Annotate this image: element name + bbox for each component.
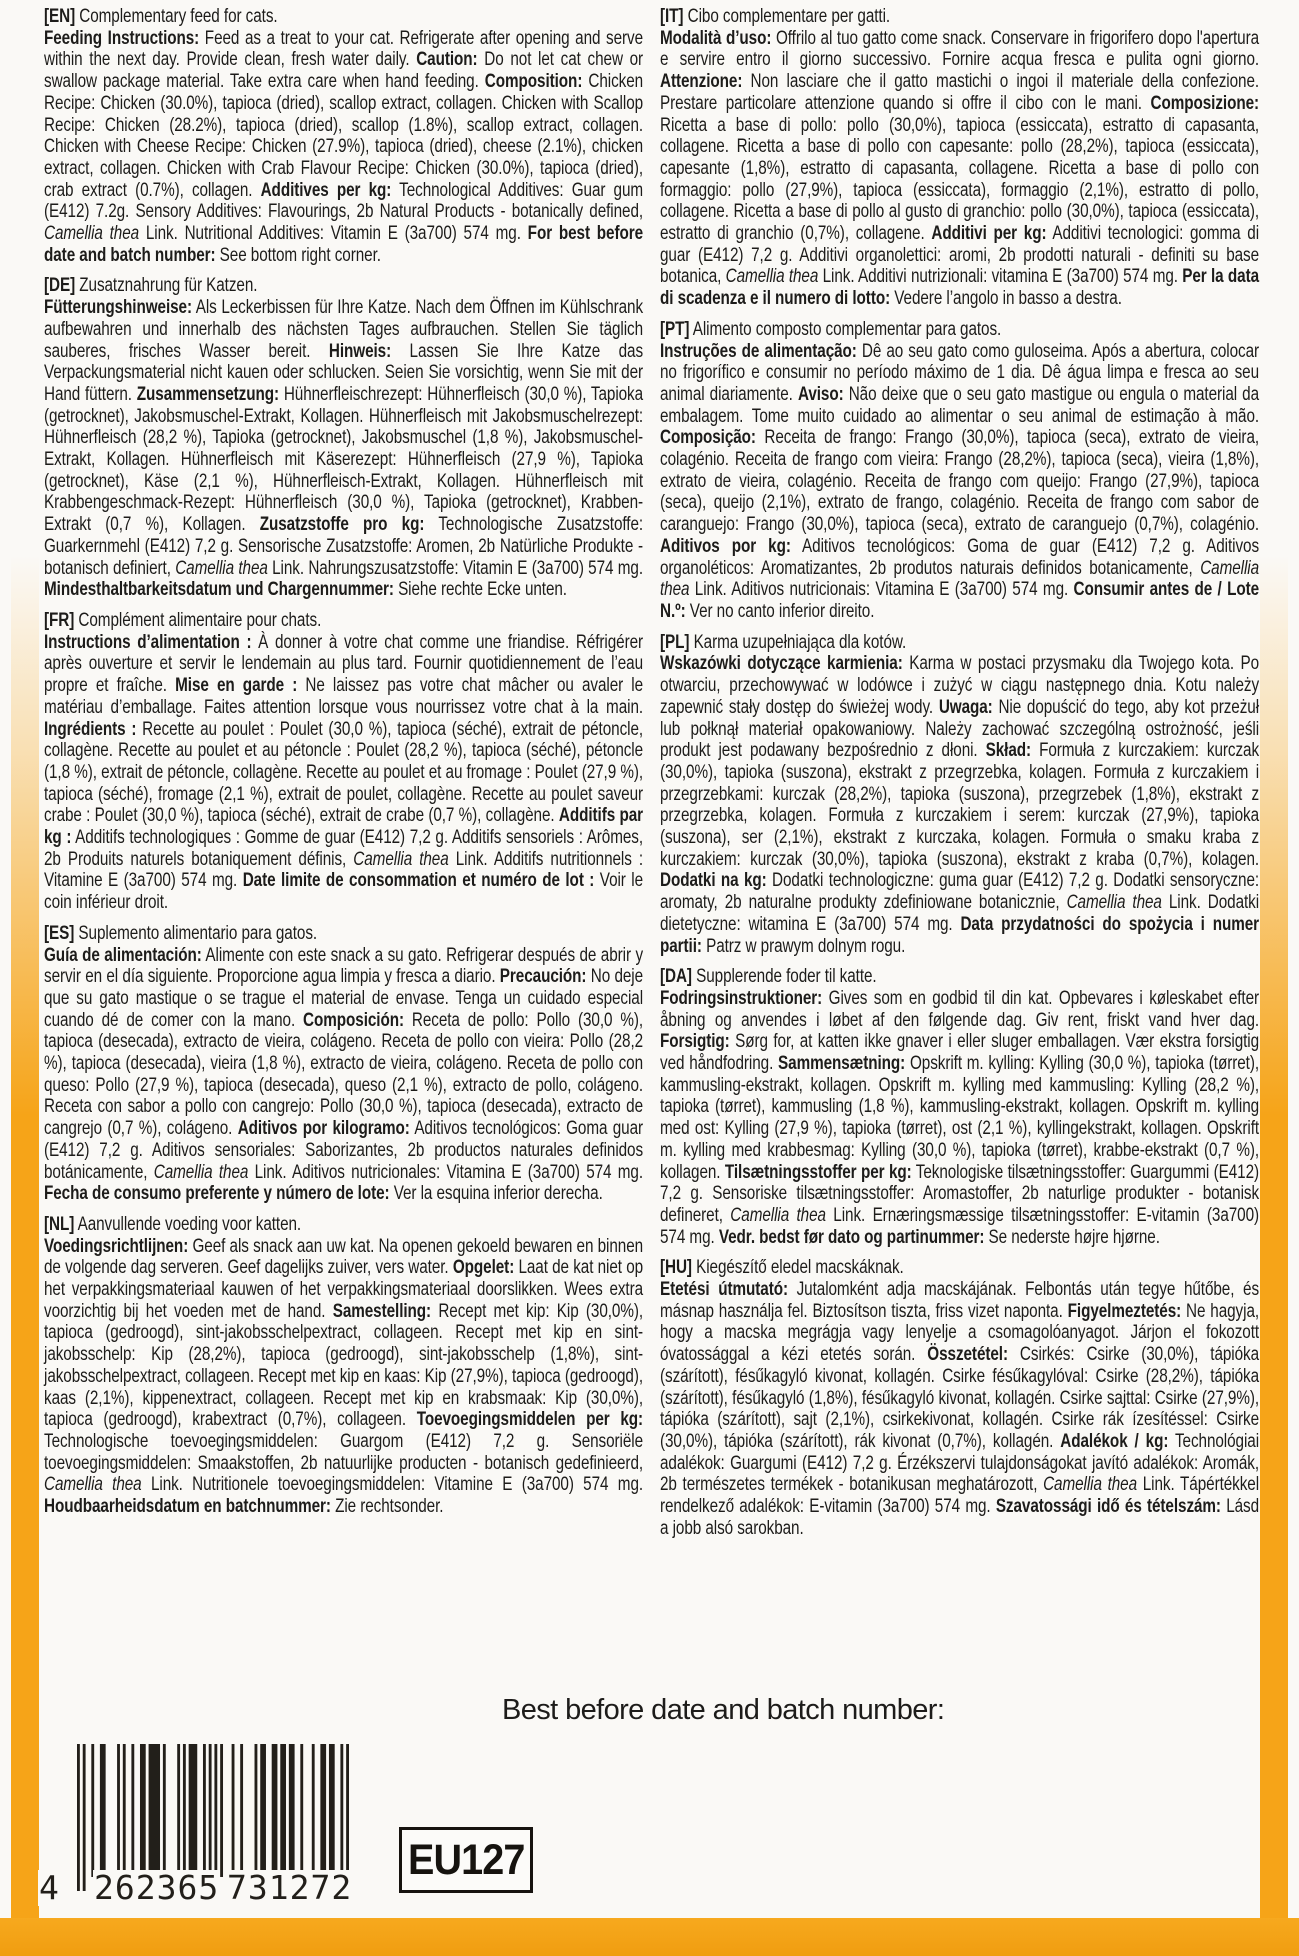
text-run: Zie rechtsonder. — [330, 1495, 444, 1518]
text-run: Camellia thea — [660, 556, 1260, 601]
barcode-bar — [91, 1744, 94, 1877]
best-before-label: Best before date and batch number: — [502, 1694, 945, 1726]
barcode-bar — [232, 1744, 235, 1877]
lang-body-en — [44, 28, 643, 267]
barcode-bar — [280, 1744, 286, 1877]
text-run: [ES] — [44, 921, 75, 944]
barcode-bar — [117, 1744, 120, 1877]
text-run: Camellia thea — [44, 1473, 142, 1496]
text-run: [PL] — [660, 630, 690, 653]
lang-body-nl — [44, 1236, 643, 1518]
text-run: Camellia thea — [353, 847, 449, 870]
text-run: Link. Nutritionele toevoegingsmiddelen: Vitamine E (3a700) 574 mg. — [141, 1473, 644, 1496]
text-run: Receta de pollo: Pollo (30,0 %), tapioca (desecada), extracto de vieira, colágeno. Receta de pollo con vieira: Pollo (28,2 %), tapioca (desecada), vieira (1,8 %), extracto de vieira, colágeno. Receta de pollo con queso: Pollo (27,9 %), tapioca (desecada), queso (2,1 %), extracto de pollo, colágeno. Receta con sabor a pollo con cangrejo: Pollo (30,0 %), tapioca (desecada), extracto de cangrejo (0,7 %), colágeno. — [44, 1008, 644, 1140]
text-run: Composizione: — [1150, 91, 1260, 114]
text-run: For best before date and batch number: — [44, 222, 644, 266]
lang-header-es — [44, 923, 643, 945]
text-run: Nie dopuścić do tego, aby kot przeżuł lub połknął materiał opakowaniowy. Należy zachować szczególną ostrożność, jeśli produkt jest podawany bezpośrednio z dłoni. — [660, 695, 1260, 762]
text-run: Tilsætningsstoffer per kg: — [724, 1160, 912, 1183]
text-run: Ne laissez pas votre chat mâcher ou avaler le matériau d’emballage. Faites attention lorsque vous nourrissez votre chat à la main. — [44, 674, 644, 718]
text-run: [DA] — [660, 965, 692, 988]
text-run: Se nederste højre hjørne. — [984, 1225, 1160, 1248]
text-run: Teknologiske tilsætningsstoffer: Guargummi (E412) 7,2 g. Sensoriske tilsætningsstoffer: Aromastoffer, 2b naturlige produkter - botanisk defineret, — [660, 1160, 1260, 1226]
text-run: Ne hagyja, hogy a macska megrágja vagy lenyelje a csomagolóanyagot. Járjon el fokozott óvatossággal a kézi etetés során. — [660, 1299, 1260, 1366]
barcode-bar — [189, 1744, 198, 1877]
text-run: Houdbaarheidsdatum en batchnummer: — [44, 1495, 331, 1518]
lang-body-de — [44, 297, 643, 601]
text-run: Per la data di scadenza e il numero di lotto: — [660, 265, 1260, 310]
text-run: Feed as a treat to your cat. Refrigerate after opening and serve within the next day. Provide clean, fresh water daily. — [44, 26, 644, 71]
text-run: Recept met kip: Kip (30,0%), tapioca (gedroogd), sint-jakobsschelpextract, collageen. Recept met kip en sint-jakobsschelp: Kip (28,2%), tapioca (gedroogd), sint-jakobsschelp (1,8%), sint-jakobsschelpextract, collageen. Recept met kip en kaas: Kip (27,9%), tapioca (gedroogd), kaas (2,1%), kippenextract, collageen. Recept met kip en krabsmaak: Kip (30,0%), tapioca (gedroogd), krabextract (0,7%), collageen. — [44, 1299, 644, 1431]
text-run: Technologische Zusatzstoffe: Guarkernmehl (E412) 7,2 g. Sensorische Zusatzstoffe: Aromen, 2b Natürliche Produkte - botanisch definiert, — [44, 513, 644, 579]
text-run: Complementary feed for cats. — [75, 5, 278, 27]
text-run: Kiegészítő eledel macskáknak. — [691, 1256, 904, 1279]
barcode-bar — [272, 1744, 278, 1877]
text-run: Camellia thea — [725, 265, 819, 288]
lang-section-de — [44, 275, 643, 601]
text-run: Toevoegingsmiddelen per kg: — [416, 1408, 644, 1431]
text-run: Voedingsrichtlijnen: — [44, 1234, 189, 1257]
lang-section-nl — [44, 1214, 643, 1518]
text-run: Aanvullende voeding voor katten. — [74, 1212, 302, 1235]
text-run: Samestelling: — [332, 1299, 432, 1322]
text-run: Composição: — [660, 426, 756, 449]
text-run: Sørg for, at katten ikke gnaver i eller sluger emballagen. Vær ekstra forsigtig ved håndfodring. — [660, 1030, 1260, 1075]
text-run: Patrz w prawym dolnym rogu. — [701, 934, 906, 957]
text-run: Link. Aditivos nutricionais: Vitamina E (3a700) 574 mg. — [689, 578, 1074, 601]
text-run: Chicken Recipe: Chicken (30.0%), tapioca (dried), scallop extract, collagen. Chicken with Scallop Recipe: Chicken (28.2%), tapioca (dried), scallop (1.8%), scallop extract, collagen. Chicken with Cheese Recipe: Chicken (27.9%), tapioca (dried), cheese (2.1%), chicken extract, collagen. Chicken with Crab Flavour Recipe: Chicken (30.0%), tapioca (dried), crab extract (0.7%), collagen. — [44, 70, 644, 201]
text-run: [HU] — [660, 1256, 692, 1279]
text-run: Forsigtig: — [660, 1030, 730, 1053]
lang-body-fr — [44, 632, 643, 914]
barcode-bar — [240, 1744, 243, 1877]
text-run: Instructions d’alimentation : — [44, 630, 252, 653]
text-run: Non lasciare che il gatto mastichi o ingoi il materiale della confezione. Prestare particolare attenzione quando si offre il cibo con le mani. — [660, 70, 1260, 114]
text-run: Siehe rechte Ecke unten. — [393, 578, 567, 601]
text-run: Vedr. bedst før dato og partinummer: — [718, 1225, 985, 1248]
text-run: [NL] — [44, 1212, 75, 1235]
text-run: Link. Dodatki dietetyczne: witamina E (3a700) 574 mg. — [660, 891, 1260, 935]
text-run: Uwaga: — [938, 695, 993, 718]
text-run: Additivi tecnologici: gomma di guar (E412) 7,2 g. Additivi organolettici: aromi, 2b prodotti naturali - definiti su base botanica, — [660, 222, 1260, 288]
text-run: No deje que su gato mastique o se trague el material de envase. Tenga un cuidado especial cuando dé de comer con la mano. — [44, 965, 644, 1031]
barcode-bar — [312, 1744, 315, 1877]
text-run: Hinweis: — [328, 339, 392, 362]
barcode-bar — [123, 1744, 126, 1877]
text-run: Supplerende foder til katte. — [691, 965, 877, 988]
lang-header-nl — [44, 1214, 643, 1236]
text-run: Dê ao seu gato como guloseima. Após a abertura, colocar no frigorífico e consumir no período máximo de 1 dia. Dê água limpa e fresca ao seu animal diariamente. — [660, 339, 1260, 405]
lang-header-de — [44, 275, 643, 297]
barcode-bar — [163, 1744, 166, 1877]
text-run: Link. Tápértékkel rendelkező adalékok: E-vitamin (3a700) 574 mg. — [660, 1473, 1260, 1518]
text-run: Precaución: — [499, 965, 587, 988]
text-run: Instruções de alimentação: — [660, 339, 857, 362]
text-run: Figyelmeztetés: — [1067, 1299, 1182, 1322]
text-run: Sammensætning: — [778, 1052, 906, 1075]
text-run: Karma w postaci przysmaku dla Twojego kota. Po otwarciu, przechowywać w lodówce i zużyć w ciągu następnego dnia. Kotu należy zapewnić stały dostęp do świeżej wody. — [660, 652, 1260, 718]
text-run: [EN] — [44, 5, 76, 27]
text-run: Mindesthaltbarkeitsdatum und Chargennummer: — [44, 578, 394, 601]
text-run: Technological Additives: Guar gum (E412) 7.2g. Sensory Additives: Flavourings, 2b Natural Products - botanically defined, — [44, 178, 644, 223]
text-run: Wskazówki dotyczące karmienia: — [660, 652, 903, 675]
text-run: Camellia thea — [1066, 891, 1162, 914]
lang-body-pl — [660, 653, 1259, 957]
text-run: Formuła z kurczakiem: kurczak (30,0%), tapioka (suszona), ekstrakt z przegrzebka, kolagen. Formuła z kurczakiem i przegrzebkami: kurczak (28,2%), tapioka (suszona), przegrzebek (1,8%), ekstrakt z przegrzebka, kolagen. Formuła z kurczakiem i serem: kurczak (27,9%), tapioka (suszona), ser (2,1%), ekstrakt z kurczaka, kolagen. Formuła o smaku kraba z kurczakiem: kurczak (30,0%), tapioka (suszona), ekstrakt z kraba (0,7%), kolagen. — [660, 739, 1260, 870]
text-run: Additifs par kg : — [44, 804, 644, 849]
text-run: Recette au poulet : Poulet (30,0 %), tapioca (séché), extrait de pétoncle, collagène. Recette au poulet et au pétoncle : Poulet (28,2 %), tapioca (séché), pétoncle (1,8 %), extrait de pétoncle, collagène. Recette au poulet et au fromage : Poulet (27,9 %), tapioca (séché), fromage (2,1 %), extrait de poulet, collagène. Recette au poulet saveur crabe : Poulet (30,0 %), tapioca (séché), extrait de crabe (0,7 %), collagène. — [44, 717, 644, 827]
text-run: Cibo complementare per gatti. — [683, 5, 891, 27]
text-run: Attenzione: — [660, 70, 743, 93]
lang-section-en — [44, 6, 643, 266]
text-run: Laat de kat niet op het verpakkingsmateriaal kauwen of het verpakkingsmateriaal doorslikken. Wees extra voorzichtig bij het voeden met de hand. — [44, 1256, 644, 1322]
text-run: Camellia thea — [44, 222, 140, 245]
text-run: Zusatznahrung für Katzen. — [75, 274, 258, 297]
lang-header-en — [44, 6, 643, 28]
text-run: Lásd a jobb alsó sarokban. — [660, 1495, 1260, 1539]
text-run: Csirkés: Csirke (30,0%), tápióka (szárított), fésűkagyló kivonat, kollagén. Csirke fésűkagylóval: Csirke (28,2%), tápióka (szárított), fésűkagyló (1,8%), fésűkagyló kivonat, kollagén. Csirke sajttal: Csirke (27,9%), tápióka (szárított), sajt (2,1%), csirkekivonat, kollagén. Csirke rák ízesítéssel: Csirke (30,0%), tápióka (szárított), rák kivonat (0,7%), kollagén. — [660, 1343, 1260, 1452]
text-run: Opskrift m. kylling: Kylling (30,0 %), tapioka (tørret), kammusling-ekstrakt, kollagen. Opskrift m. kylling med kammusling: Kylling (28,2 %), tapioka (tørret), kammusling (1,8 %), kammusling-ekstrakt, kollagen. Opskrift m. kylling med ost: Kylling (27,9 %), tapioka (tørret), ost (2,1 %), kyllingekstrakt, kollagen. Opskrift m. kylling med krabbesmag: Kylling (30,0 %), tapioka (tørret), krabbe-ekstrakt (0,7 %), kollagen. — [660, 1052, 1260, 1183]
lang-body-es — [44, 945, 643, 1205]
lang-header-hu — [660, 1257, 1259, 1279]
lang-header-pl — [660, 632, 1259, 654]
lang-header-da — [660, 966, 1259, 988]
barcode-bar — [220, 1744, 223, 1877]
text-run: Guía de alimentación: — [44, 943, 202, 966]
barcode-digits-left: 262365 — [94, 1868, 220, 1907]
text-run: Technológiai adalékok: Guargumi (E412) 7,2 g. Érzékszervi tulajdonságokat javító adalékok: Aromák, 2b természetes termékek - botanikusan meghatározott, — [660, 1430, 1260, 1496]
text-run: Additivi per kg: — [931, 222, 1047, 245]
text-run: Dodatki technologiczne: guma guar (E412) 7,2 g. Dodatki sensoryczne: aromaty, 2b naturalne produkty zdefiniowane botanicznie, — [660, 869, 1260, 914]
bottom-orange-band — [0, 1918, 1299, 1956]
text-run: Aviso: — [797, 382, 844, 405]
lang-body-hu — [660, 1279, 1259, 1539]
text-run: [DE] — [44, 274, 76, 297]
plant-code: EU127 — [407, 1835, 525, 1884]
text-run: Link. Aditivos nutricionales: Vitamina E (3a700) 574 mg. — [248, 1160, 644, 1183]
text-run: Complément alimentaire pour chats. — [74, 608, 322, 631]
lang-section-hu — [660, 1257, 1259, 1539]
text-run: Ver no canto inferior direito. — [685, 599, 875, 622]
text-run: Etetési útmutató: — [660, 1278, 788, 1301]
text-run: Do not let cat chew or swallow package material. Take extra care when hand feeding. — [44, 48, 644, 93]
text-run: Camellia thea — [1043, 1473, 1138, 1496]
right-orange-edge — [1260, 555, 1288, 1956]
text-run: Fütterungshinweise: — [44, 296, 192, 319]
text-run: À donner à votre chat comme une friandise. Réfrigérer après ouverture et servir le lendemain au plus tard. Fournir quotidiennement de l’eau propre et fraîche. — [44, 630, 644, 697]
lang-section-fr — [44, 610, 643, 914]
lang-body-da — [660, 988, 1259, 1248]
text-run: Additives per kg: — [260, 178, 392, 201]
text-run: Link. Nutritional Additives: Vitamin E (3a700) 574 mg. — [139, 222, 528, 245]
text-run: Lassen Sie Ihre Katze das Verpackungsmaterial nicht kauen oder schlucken. Seien Sie vorsichtig, wenn Sie mit der Hand füttern. — [44, 339, 644, 405]
text-column-right — [660, 6, 1259, 1549]
text-run: Karma uzupełniająca dla kotów. — [689, 630, 907, 653]
plant-code-box — [399, 1827, 533, 1893]
text-run: Adalékok / kg: — [1060, 1430, 1169, 1452]
text-run: Link. Additifs nutritionnels : Vitamine E (3a700) 574 mg. — [44, 847, 644, 892]
text-run: Voir le coin inférieur droit. — [44, 869, 644, 914]
barcode-bar — [149, 1744, 160, 1877]
text-run: Aditivos tecnológicos: Goma guar (E412) 7,2 g. Aditivos sensoriales: Saborizantes, 2b productos naturales definidos botánicamente, — [44, 1117, 644, 1183]
text-run: Opgelet: — [452, 1256, 515, 1279]
barcode-bar — [329, 1744, 335, 1877]
barcode-bar — [183, 1744, 186, 1877]
barcode-bar — [77, 1744, 80, 1891]
barcode-digits-right: 731272 — [227, 1868, 353, 1907]
text-run: Vedere l’angolo in basso a destra. — [890, 287, 1122, 310]
text-run: Mise en garde : — [175, 674, 298, 697]
text-run: Camellia thea — [730, 1203, 826, 1226]
text-run: Date limite de consommation et numéro de lot : — [242, 869, 595, 892]
text-run: Alimente con este snack a su gato. Refrigerar después de abrir y servir en el día siguiente. Proporcione agua limpia y fresca a diario. — [44, 943, 644, 988]
ean13-barcode — [36, 1744, 356, 1914]
text-run: Caution: — [416, 48, 478, 71]
text-run: Camellia thea — [153, 1160, 249, 1183]
text-run: Link. Additivi nutrizionali: vitamina E (3a700) 574 mg. — [818, 265, 1183, 288]
barcode-bar — [203, 1744, 206, 1877]
text-column-left — [44, 6, 643, 1527]
lang-body-it — [660, 28, 1259, 310]
lang-section-it — [660, 6, 1259, 310]
text-run: Dodatki na kg: — [660, 869, 767, 892]
lang-section-pt — [660, 319, 1259, 623]
text-run: Technologische toevoegingsmiddelen: Guargom (E412) 7,2 g. Sensoriële toevoegingsmiddelen: Smaakstoffen, 2b natuurlijke producten - botanisch gedefinieerd, — [44, 1430, 644, 1474]
text-run: Receita de frango: Frango (30,0%), tapioca (seca), extrato de vieira, colagénio. Receita de frango com vieira: Frango (28,2%), tapioca (seca), vieira (1,8%), extrato de vieira, colagénio. Receita de frango com queijo: Frango (27,9%), tapioca (seca), queijo (2,1%), extrato de frango, colagénio. Receita de frango com sabor de caranguejo: Frango (30,0%), tapioca (seca), extrato de caranguejo (0,7%), colagénio. — [660, 426, 1260, 536]
text-run: Composición: — [303, 1008, 404, 1031]
text-run: Composition: — [484, 70, 583, 93]
text-run: Aditivos por kilogramo: — [237, 1117, 410, 1140]
text-run: Offrilo al tuo gatto come snack. Conservare in frigorifero dopo l'apertura e servire entro il giorno successivo. Fornire acqua fresca e pulita ogni giorno. — [660, 26, 1260, 71]
barcode-bar — [289, 1744, 295, 1877]
text-run: Consumir antes de / Lote N.º: — [660, 578, 1260, 622]
text-run: Feeding Instructions: — [44, 26, 200, 49]
text-run: Data przydatności do spożycia i numer partii: — [660, 912, 1260, 957]
text-run: Ingrédients : — [44, 717, 137, 740]
lang-header-pt — [660, 319, 1259, 341]
text-run: Camellia thea — [175, 556, 268, 579]
text-run: Não deixe que o seu gato mastigue ou engula o material da embalagem. Tome muito cuidado ao alimentar o seu animal de estimação à mão. — [660, 382, 1260, 427]
text-run: Alimento composto complementar para gatos. — [689, 317, 1002, 340]
barcode-bar — [255, 1744, 258, 1877]
barcode-digit-first: 4 — [39, 1868, 60, 1907]
text-run: Suplemento alimentario para gatos. — [74, 921, 318, 944]
barcode-bar — [300, 1744, 303, 1877]
lang-header-it — [660, 6, 1259, 28]
text-run: Szavatossági idő és tételszám: — [995, 1495, 1221, 1518]
text-run: Fodringsinstruktioner: — [660, 986, 823, 1009]
barcode-bar — [100, 1744, 106, 1877]
text-run: Link. Nahrungszusatzstoffe: Vitamin E (3a700) 574 mg. — [267, 556, 644, 579]
barcode-bar — [320, 1744, 326, 1877]
text-run: Zusammensetzung: — [136, 382, 280, 405]
text-run: Ver la esquina inferior derecha. — [389, 1182, 603, 1205]
text-run: Fecha de consumo preferente y número de lote: — [44, 1182, 390, 1205]
barcode-bar — [260, 1744, 266, 1877]
text-run: [PT] — [660, 317, 690, 340]
text-run: [FR] — [44, 608, 75, 631]
barcode-bar — [177, 1744, 180, 1877]
text-run: See bottom right corner. — [215, 243, 381, 266]
text-run: Aditivos por kg: — [660, 534, 791, 557]
text-run: Link. Ernæringsmæssige tilsætningsstoffer: E-vitamin (3a700) 574 mg. — [660, 1203, 1260, 1248]
text-run: Aditivos tecnológicos: Goma de guar (E412) 7,2 g. Aditivos organoléticos: Aromatizantes, 2b produtos naturais definidos botanicamente, — [660, 534, 1260, 579]
lang-section-pl — [660, 632, 1259, 958]
text-run: Als Leckerbissen für Ihre Katze. Nach dem Öffnen im Kühlschrank aufbewahren und innerhalb des nächsten Tages aufbrauchen. Stellen Sie täglich sauberes, frisches Wasser bereit. — [44, 296, 644, 362]
lang-section-da — [660, 966, 1259, 1248]
text-run: Összetétel: — [927, 1343, 1008, 1366]
text-run: Skład: — [985, 739, 1032, 762]
text-run: Modalità d’uso: — [660, 26, 772, 49]
barcode-bar — [140, 1744, 146, 1877]
lang-header-fr — [44, 610, 643, 632]
text-run: Gives som en godbid til din kat. Opbevares i køleskabet efter åbning og anvendes i løbet af den følgende dag. Giv rent, friskt vand hver dag. — [660, 986, 1260, 1031]
barcode-bar — [131, 1744, 134, 1877]
text-run: [IT] — [660, 5, 684, 27]
lang-body-pt — [660, 341, 1259, 623]
text-run: Jutalomként adja macskájának. Felbontás után tegye hűtőbe, és másnap használja fel. Biztosítson tiszta, friss vizet naponta. — [660, 1278, 1260, 1322]
text-run: Ricetta a base di pollo: pollo (30,0%), tapioca (essiccata), estratto di capasanta, collagene. Ricetta a base di pollo con capesante: pollo (28,2%), tapioca (essiccata), capesante (1,8%), estratto di capasanta, collagene. Ricetta a base di pollo con formaggio: pollo (27,9%), tapioca (essiccata), formaggio (2,1%), estratto di pollo, collagene. Ricetta a base di pollo al gusto di granchio: pollo (30,0%), tapioca (essiccata), estratto di granchio (0,7%), collagene. — [660, 113, 1260, 245]
text-run: Additifs technologiques : Gomme de guar (E412) 7,2 g. Additifs sensoriels : Arômes, 2b Produits naturels botaniquement définis, — [44, 826, 644, 870]
lang-section-es — [44, 923, 643, 1205]
text-run: Hühnerfleischrezept: Hühnerfleisch (30,0 %), Tapioka (getrocknet), Jakobsmuschel-Extrakt, Kollagen. Hühnerfleisch mit Jakobsmuschelrezept: Hühnerfleisch (28,2 %), Tapioka (getrocknet), Jakobsmuschel (1,8 %), Jakobsmuschel-Extrakt, Kollagen. Hühnerfleisch mit Käserezept: Hühnerfleisch (27,9 %), Tapioka (getrocknet), Käse (2,1 %), Hühnerfleisch-Extrakt, Kollagen. Hühnerfleisch mit Krabbengeschmack-Rezept: Hühnerfleisch (30,0 %), Tapioka (getrocknet), Krabben-Extrakt (0,7 %), Kollagen. — [44, 382, 644, 536]
text-run: Zusatzstoffe pro kg: — [259, 513, 425, 536]
left-orange-edge — [11, 555, 39, 1956]
barcode-bar — [83, 1744, 86, 1891]
text-run: Geef als snack aan uw kat. Na openen gekoeld bewaren en binnen de volgende dag serveren. Geef dagelijks zuiver, vers water. — [44, 1234, 644, 1279]
